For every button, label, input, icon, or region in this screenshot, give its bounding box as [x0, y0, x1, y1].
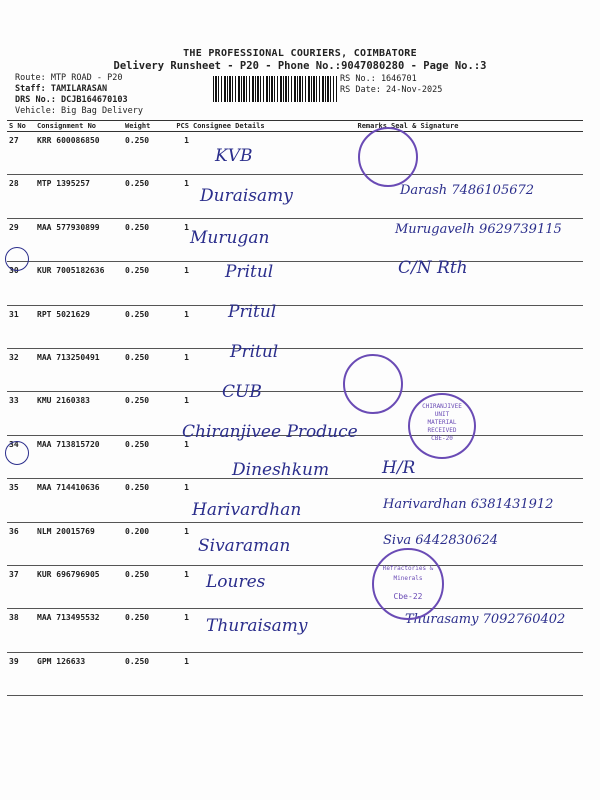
header-sno: S No — [7, 121, 35, 132]
chiranjivee-stamp — [408, 393, 476, 459]
circled-mark — [5, 247, 29, 271]
refractories-stamp — [372, 548, 444, 620]
handwritten-consignee: Pritul — [228, 302, 277, 322]
row-consignment: KMU 2160383 — [35, 392, 123, 435]
row-pcs: 1 — [173, 479, 191, 522]
row-consignment: NLM 20015769 — [35, 522, 123, 565]
row-consignment: KRR 600086850 — [35, 132, 123, 175]
row-consignment: KUR 7005182636 — [35, 262, 123, 305]
stamp-text: RECEIVED — [427, 427, 457, 434]
handwritten-consignee: Dineshkum — [232, 460, 330, 480]
row-consignment: MAA 713495532 — [35, 609, 123, 652]
row-pcs: 1 — [173, 262, 191, 305]
row-sno: 39 — [7, 652, 35, 695]
route-label: Route: MTP ROAD - P20 — [15, 73, 123, 83]
row-weight: 0.250 — [123, 479, 173, 522]
handwritten-consignee: CUB — [222, 382, 262, 402]
handwritten-remark: C/N Rth — [398, 258, 468, 278]
row-consignment: MAA 713250491 — [35, 348, 123, 391]
handwritten-consignee: Pritul — [225, 262, 274, 282]
handwritten-consignee: Murugan — [190, 228, 270, 248]
table-row — [7, 305, 583, 348]
round-seal-stamp — [343, 354, 403, 414]
row-weight: 0.250 — [123, 132, 173, 175]
row-weight: 0.250 — [123, 435, 173, 478]
row-consignment: MTP 1395257 — [35, 175, 123, 218]
handwritten-signature: Murugavelh 9629739115 — [395, 222, 562, 237]
stamp-text: CBE-20 — [431, 435, 453, 442]
row-consignment: MAA 577930899 — [35, 218, 123, 261]
row-weight: 0.250 — [123, 262, 173, 305]
vehicle-label: Vehicle: Big Bag Delivery — [15, 106, 143, 116]
row-weight: 0.250 — [123, 392, 173, 435]
table-row — [7, 652, 583, 695]
row-sno: 32 — [7, 348, 35, 391]
handwritten-consignee: Duraisamy — [200, 186, 293, 206]
header-weight: Weight — [123, 121, 173, 132]
header-consignment: Consignment No — [35, 121, 123, 132]
staff-label: Staff: TAMILARASAN — [15, 84, 108, 94]
table-row — [7, 348, 583, 391]
row-weight: 0.250 — [123, 348, 173, 391]
row-consignment: RPT 5021629 — [35, 305, 123, 348]
row-weight: 0.250 — [123, 305, 173, 348]
handwritten-signature: Darash 7486105672 — [400, 183, 535, 198]
row-consignment: MAA 714410636 — [35, 479, 123, 522]
row-sno: 27 — [7, 132, 35, 175]
handwritten-consignee: Harivardhan — [192, 500, 302, 520]
row-pcs: 1 — [173, 348, 191, 391]
row-sno: 36 — [7, 522, 35, 565]
row-sno: 33 — [7, 392, 35, 435]
handwritten-consignee: Chiranjivee Produce — [182, 422, 358, 442]
handwritten-signature: Thurasamy 7092760402 — [405, 612, 566, 627]
route-info — [15, 73, 143, 117]
row-pcs: 1 — [173, 132, 191, 175]
stamp-text: CHIRANJIVEE — [422, 403, 462, 410]
row-consignment: KUR 696796905 — [35, 565, 123, 608]
table-row — [7, 565, 583, 608]
row-consignment: MAA 713815720 — [35, 435, 123, 478]
row-weight: 0.250 — [123, 218, 173, 261]
stamp-text: UNIT — [434, 411, 450, 418]
stamp-text: Refractories & Minerals — [382, 565, 434, 582]
barcode — [213, 76, 337, 102]
row-pcs: 1 — [173, 652, 191, 695]
handwritten-consignee: Thuraisamy — [206, 616, 308, 636]
header-remarks: Remarks — [345, 121, 389, 132]
row-weight: 0.250 — [123, 175, 173, 218]
handwritten-signature: Siva 6442830624 — [383, 533, 499, 548]
handwritten-consignee: Pritul — [230, 342, 279, 362]
rs-info — [340, 74, 442, 96]
row-weight: 0.200 — [123, 522, 173, 565]
row-pcs: 1 — [173, 175, 191, 218]
runsheet-table — [7, 120, 583, 696]
row-sno: 37 — [7, 565, 35, 608]
row-pcs: 1 — [173, 305, 191, 348]
circled-mark — [5, 441, 29, 465]
row-sno: 29 — [7, 218, 35, 261]
stamp-text: MATERIAL — [427, 419, 457, 426]
row-sno: 38 — [7, 609, 35, 652]
handwritten-consignee: KVB — [215, 146, 253, 166]
header-consignee: Consignee Details — [191, 121, 345, 132]
row-pcs: 1 — [173, 522, 191, 565]
row-weight: 0.250 — [123, 652, 173, 695]
row-pcs: 1 — [173, 609, 191, 652]
table-row — [7, 262, 583, 305]
row-sno: 31 — [7, 305, 35, 348]
row-sno: 30 — [7, 262, 35, 305]
handwritten-signature: Harivardhan 6381431912 — [383, 497, 554, 512]
drs-label: DRS No.: DCJB164670103 — [15, 95, 128, 105]
rs-number: RS No.: 1646701 — [340, 74, 417, 84]
row-pcs: 1 — [173, 218, 191, 261]
rs-date: RS Date: 24-Nov-2025 — [340, 85, 443, 95]
handwritten-consignee: Sivaraman — [198, 536, 291, 556]
handwritten-remark: H/R — [382, 458, 416, 478]
stamp-text: Cbe-22 — [393, 592, 423, 601]
row-pcs: 1 — [173, 435, 191, 478]
row-pcs: 1 — [173, 392, 191, 435]
table-header-row — [7, 121, 583, 132]
row-pcs: 1 — [173, 565, 191, 608]
round-seal-stamp — [358, 127, 418, 187]
company-title: THE PROFESSIONAL COURIERS, COIMBATORE — [183, 48, 417, 59]
row-sno: 35 — [7, 479, 35, 522]
row-consignment: GPM 126633 — [35, 652, 123, 695]
row-weight: 0.250 — [123, 565, 173, 608]
table-row — [7, 132, 583, 175]
row-sno: 28 — [7, 175, 35, 218]
row-weight: 0.250 — [123, 609, 173, 652]
row-sno: 34 — [7, 435, 35, 478]
handwritten-consignee: Loures — [206, 572, 266, 592]
header-pcs: PCS — [173, 121, 191, 132]
header-seal-signature: Seal & Signature — [389, 121, 583, 132]
runsheet-subtitle: Delivery Runsheet - P20 - Phone No.:9047080280 - Page No.:3 — [113, 60, 487, 72]
